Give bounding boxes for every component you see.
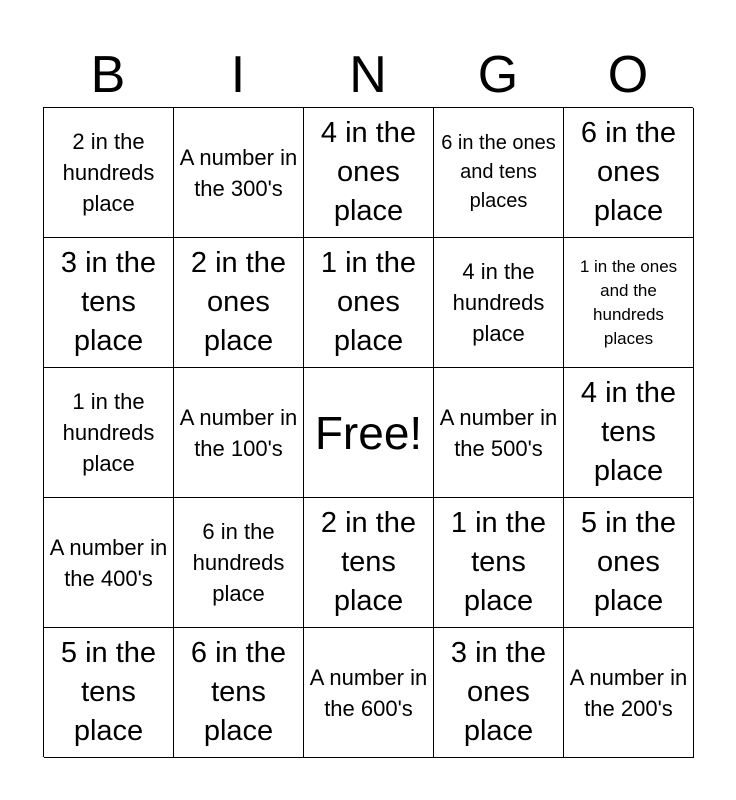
- cell-text: A number in the 100's: [179, 404, 298, 461]
- bingo-cell-r1-c4[interactable]: [434, 108, 564, 238]
- bingo-cell-r5-c1[interactable]: [44, 628, 174, 758]
- bingo-cell-r3-c1[interactable]: [44, 368, 174, 498]
- bingo-cell-r1-c1[interactable]: [44, 108, 174, 238]
- cell-text: A number in the 400's: [49, 534, 168, 591]
- cell-text: 4 in the hundreds place: [452, 259, 545, 346]
- cell-text: 4 in the ones place: [320, 117, 417, 227]
- bingo-cell-r5-c3[interactable]: [304, 628, 434, 758]
- cell-text: 3 in the tens place: [60, 247, 157, 357]
- header-letter-n: N: [349, 46, 387, 104]
- cell-text: 4 in the tens place: [580, 377, 677, 487]
- cell-text: 6 in the hundreds place: [192, 519, 285, 606]
- cell-text: 1 in the ones and the hundreds places: [579, 256, 678, 348]
- cell-text: 6 in the ones place: [580, 117, 677, 227]
- cell-text: A number in the 300's: [179, 144, 298, 201]
- free-space-text: Free!: [314, 406, 423, 459]
- bingo-cell-r1-c2[interactable]: [174, 108, 304, 238]
- cell-text: 2 in the hundreds place: [62, 129, 155, 216]
- bingo-cell-r3-c4[interactable]: [434, 368, 564, 498]
- bingo-free-space[interactable]: [304, 368, 434, 498]
- bingo-cell-r3-c2[interactable]: [174, 368, 304, 498]
- cell-text: A number in the 600's: [309, 664, 428, 721]
- bingo-cell-r4-c2[interactable]: [174, 498, 304, 628]
- bingo-header: [43, 44, 693, 106]
- bingo-cell-r1-c3[interactable]: [304, 108, 434, 238]
- bingo-cell-r2-c5[interactable]: [564, 238, 694, 368]
- cell-text: 6 in the ones and tens places: [441, 132, 556, 212]
- bingo-cell-r5-c4[interactable]: [434, 628, 564, 758]
- cell-text: 1 in the hundreds place: [62, 389, 155, 476]
- bingo-cell-r5-c2[interactable]: [174, 628, 304, 758]
- cell-text: 1 in the tens place: [450, 507, 547, 617]
- header-letter-b: B: [90, 46, 126, 104]
- cell-text: 2 in the tens place: [320, 507, 417, 617]
- header-letter-o: O: [607, 46, 649, 104]
- cell-text: 2 in the ones place: [190, 247, 287, 357]
- bingo-cell-r1-c5[interactable]: [564, 108, 694, 238]
- cell-text: 5 in the tens place: [60, 637, 157, 747]
- bingo-card-grid: [43, 107, 693, 757]
- bingo-cell-r4-c3[interactable]: [304, 498, 434, 628]
- cell-text: A number in the 500's: [439, 404, 558, 461]
- bingo-cell-r4-c5[interactable]: [564, 498, 694, 628]
- bingo-cell-r4-c4[interactable]: [434, 498, 564, 628]
- bingo-cell-r5-c5[interactable]: [564, 628, 694, 758]
- bingo-cell-r2-c3[interactable]: [304, 238, 434, 368]
- bingo-cell-r2-c1[interactable]: [44, 238, 174, 368]
- bingo-cell-r3-c5[interactable]: [564, 368, 694, 498]
- bingo-cell-r2-c4[interactable]: [434, 238, 564, 368]
- cell-text: 1 in the ones place: [320, 247, 417, 357]
- header-letter-g: G: [477, 46, 519, 104]
- cell-text: A number in the 200's: [569, 664, 688, 721]
- bingo-cell-r2-c2[interactable]: [174, 238, 304, 368]
- cell-text: 6 in the tens place: [190, 637, 287, 747]
- cell-text: 3 in the ones place: [450, 637, 547, 747]
- header-letter-i: I: [230, 46, 246, 104]
- bingo-cell-r4-c1[interactable]: [44, 498, 174, 628]
- cell-text: 5 in the ones place: [580, 507, 677, 617]
